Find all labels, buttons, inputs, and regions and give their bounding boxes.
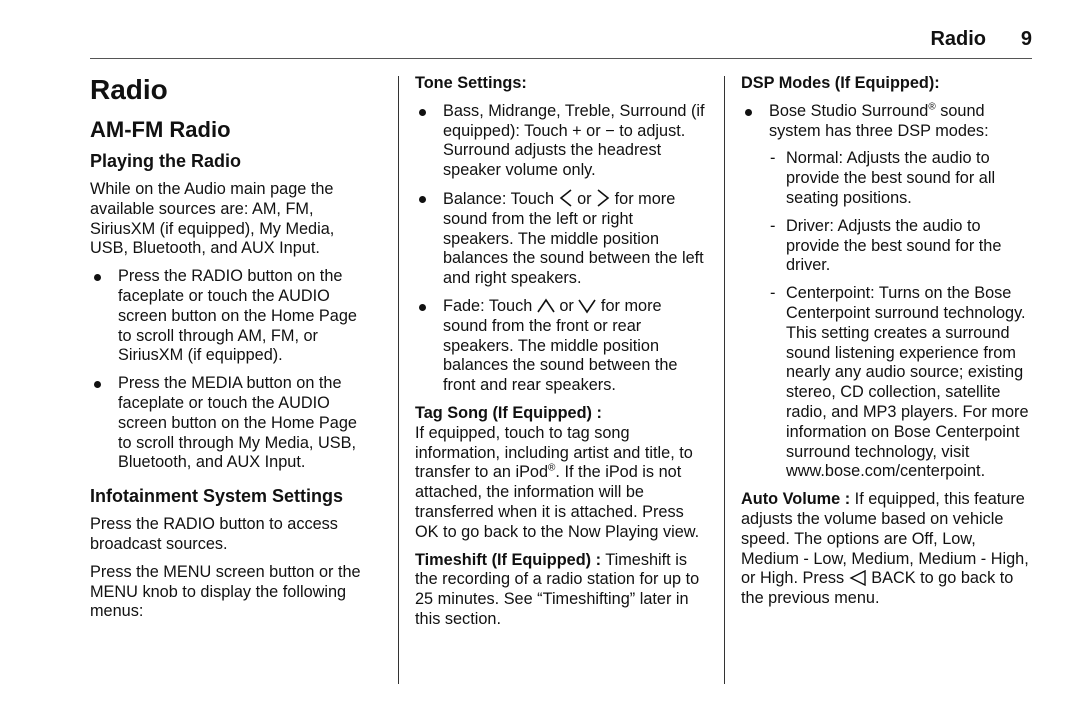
dsp-heading: DSP Modes (If Equipped): [741, 74, 940, 92]
dsp-mode-centerpoint: - Centerpoint: Turns on the Bose Centerpoint surround technology. This setting creates a surround sound listening experience from nearly any audio source; existing stereo, CD collection, satellite radio, and MP3 players. For more information on Bose Centerpoint surround technology, visit www.bose.com/centerpoint. [741, 284, 1037, 482]
registered-mark: ® [928, 101, 936, 113]
column-3 [741, 74, 1037, 617]
timeshift-label: Timeshift (If Equipped) : [415, 550, 602, 569]
registered-mark: ® [548, 462, 556, 474]
chevron-right-icon [596, 189, 610, 207]
tone-heading: Tone Settings: [415, 74, 527, 92]
column-2 [415, 74, 707, 638]
dsp-bullets [741, 102, 1037, 142]
bullet-radio: Press the RADIO button on the faceplate or touch the AUDIO screen button on the Home Page to scroll through AM, FM, or SiriusXM (if equipped). [90, 267, 374, 366]
running-header [90, 24, 1032, 59]
chevron-up-icon [537, 298, 555, 314]
bullet-fade: Fade: Touch or for more sound from the front or rear speakers. The middle position balances the sound between the front and rear speakers. [415, 297, 707, 396]
auto-volume-paragraph: Auto Volume : If equipped, this feature adjusts the volume based on vehicle speed. The options are Off, Low, Medium - Low, Medium, Medium - High, or High. Press BACK to go back to the previous menu. [741, 490, 1029, 608]
settings-heading: Infotainment System Settings [90, 486, 344, 507]
chevron-down-icon [578, 298, 596, 314]
dsp-mode-driver: - Driver: Adjusts the audio to provide the best sound for the driver. [741, 217, 1037, 276]
chevron-left-icon [559, 189, 573, 207]
settings-paragraph-2: Press the MENU screen button or the MENU knob to display the following menus: [90, 562, 361, 621]
tag-song-label: Tag Song (If Equipped) : [415, 403, 602, 422]
auto-volume-label: Auto Volume : [741, 490, 851, 509]
settings-paragraph-1: Press the RADIO button to access broadcast sources. [90, 515, 338, 553]
tone-bullets [415, 102, 707, 396]
playing-heading: Playing the Radio [90, 151, 242, 171]
column-divider-2 [724, 76, 725, 684]
section-title: AM-FM Radio [90, 117, 231, 142]
dsp-mode-normal: - Normal: Adjusts the audio to provide the best sound for all seating positions. [741, 149, 1037, 208]
bullet-tone: Bass, Midrange, Treble, Surround (if equipped): Touch + or − to adjust. Surround adjusts the headrest speaker volume only. [415, 102, 707, 181]
bullet-media: Press the MEDIA button on the faceplate or touch the AUDIO screen button on the Home Page to scroll through My Media, USB, Bluetooth, and AUX Input. [90, 374, 374, 473]
column-1 [90, 74, 374, 630]
bullet-balance: Balance: Touch or for more sound from the left or right speakers. The middle position balances the sound between the left and right speakers. [415, 189, 707, 289]
column-divider-1 [398, 76, 399, 684]
page-number: 9 [1020, 28, 1032, 50]
back-triangle-icon [849, 570, 867, 586]
playing-intro: While on the Audio main page the available sources are: AM, FM, SiriusXM (if equipped), My Media, USB, Bluetooth, and AUX Input. [90, 180, 335, 258]
source-bullets [90, 267, 374, 473]
dsp-modes-list [741, 149, 1037, 482]
tag-song-paragraph: Tag Song (If Equipped) : If equipped, touch to tag song information, including artist and title, to transfer to an iPod®. If the iPod is not attached, the information will be transferred when it is attached. Press OK to go back to the Now Playing view. [415, 403, 700, 541]
timeshift-paragraph: Timeshift (If Equipped) : Timeshift is the recording of a radio station for up to 25 minutes. See “Timeshifting” later in this section. [415, 550, 700, 628]
bullet-bose: Bose Studio Surround® sound system has three DSP modes: [741, 102, 1037, 142]
header-section-title: Radio [930, 28, 986, 50]
chapter-title: Radio [90, 74, 168, 105]
